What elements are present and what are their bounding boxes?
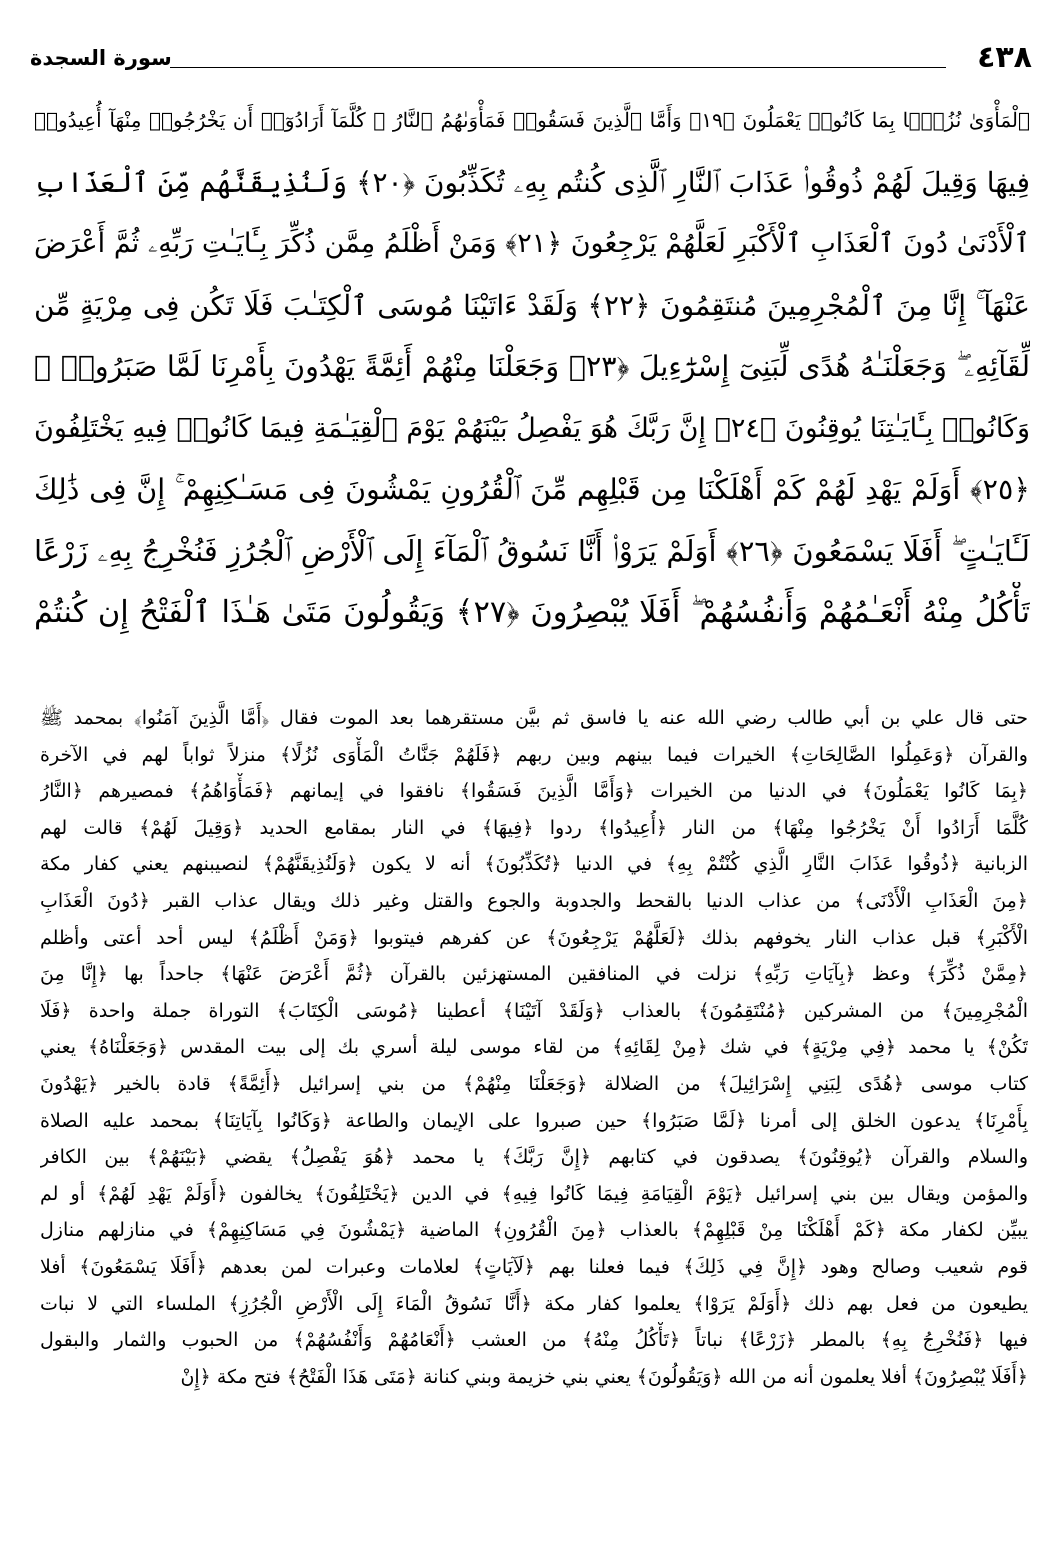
tafsir-line: والسلام والقرآن ﴿يُوقِنُونَ﴾ يصدقون في كتابهم ﴿إِنَّ رَبَّكَ﴾ يا محمد ﴿هُوَ يَفْصِلُ﴾ يقضي ﴿بَيْنَهُمْ﴾ بين الكافر [40,1146,1028,1169]
tafsir-line: كُلَّمَا أَرَادُوا أَنْ يَخْرُجُوا مِنْهَا﴾ من النار ﴿أُعِيدُوا﴾ ردوا ﴿فِيهَا﴾ في النار بمقامع الحديد ﴿وَقِيلَ لَهُمْ﴾ قالت لهم [40,816,1028,839]
quran-line: فِيهَا وَقِيلَ لَهُمْ ذُوقُوا۟ عَذَابَ ٱلنَّارِ ٱلَّذِى كُنتُم بِهِۦ تُكَذِّبُونَ ﴿٢٠﴾ وَلَنُذِيقَنَّهُم مِّنَ ٱلْعَذَابِ [34,165,1030,199]
tafsir-line: تَكُنْ﴾ يا محمد ﴿فِي مِرْيَةٍ﴾ في شك ﴿مِنْ لِقَائِهِ﴾ من لقاء موسى ليلة أسري بك إلى بيت المقدس ﴿وَجَعَلْنَاهُ﴾ يعني [40,1036,1028,1059]
surah-name: سورة السجدة [30,46,172,70]
quran-line: لِّقَآئِهِۦ ۖ وَجَعَلْنَـٰهُ هُدًى لِّبَنِىٓ إِسْرَٰٓءِيلَ ﴿٢٣﴾ وَجَعَلْنَا مِنْهُمْ أَئِمَّةً يَهْدُونَ بِأَمْرِنَا لَمَّا صَبَرُوا۟ ۖ [34,350,1030,383]
tafsir-line: الزبانية ﴿ذُوقُوا عَذَابَ النَّارِ الَّذِي كُنْتُمْ بِهِ﴾ في الدنيا ﴿تُكَذِّبُونَ﴾ أنه لا يكون ﴿وَلَنُذِيقَنَّهُمْ﴾ لنصيبنهم يعني كفار مكة [40,853,1028,876]
tafsir-line: الْمُجْرِمِينَ﴾ من المشركين ﴿مُنْتَقِمُونَ﴾ بالعذاب ﴿وَلَقَدْ آتَيْنَا﴾ أعطينا ﴿مُوسَى الْكِتَابَ﴾ التوراة جملة واحدة ﴿فَلَا [40,999,1028,1022]
quran-line: وَكَانُوا۟ بِـَٔايَـٰتِنَا يُوقِنُونَ ﴿٢٤﴾ إِنَّ رَبَّكَ هُوَ يَفْصِلُ بَيْنَهُمْ يَوْمَ ٱلْقِيَـٰمَةِ فِيمَا كَانُوا۟ فِيهِ يَخْتَلِفُونَ [34,412,1030,444]
quran-line: ﴿٢٥﴾ أَوَلَمْ يَهْدِ لَهُمْ كَمْ أَهْلَكْنَا مِن قَبْلِهِم مِّنَ ٱلْقُرُونِ يَمْشُونَ فِى مَسَـٰكِنِهِمْ ۚ إِنَّ فِى ذَٰلِكَ [34,473,1030,506]
header-rule [170,67,946,68]
tafsir-line: فيها ﴿فَنُخْرِجُ بِهِ﴾ بالمطر ﴿زَرْعًا﴾ نباتاً ﴿تَأْكُلُ مِنْهُ﴾ من العشب ﴿أَنْعَامُهُمْ وَأَنْفُسُهُمْ﴾ من الحبوب والثمار والبقول [40,1329,1028,1352]
quran-line: لَـَٔايَـٰتٍ ۖ أَفَلَا يَسْمَعُونَ ﴿٢٦﴾ أَوَلَمْ يَرَوْا۟ أَنَّا نَسُوقُ ٱلْمَآءَ إِلَى ٱلْأَرْضِ ٱلْجُرُزِ فَنُخْرِجُ بِهِۦ زَرْعًا [34,533,1030,568]
quran-line: ٱلْمَأْوَىٰ نُزُلًۢا بِمَا كَانُوا۟ يَعْمَلُونَ ﴿١٩﴾ وَأَمَّا ٱلَّذِينَ فَسَقُوا۟ فَمَأْوَىٰهُمُ ٱلنَّارُ ۖ كُلَّمَآ أَرَادُوٓا۟ أَن يَخْرُجُوا۟ مِنْهَآ أُعِيدُوا۟ [34,108,1030,132]
quran-line: ٱلْأَدْنَىٰ دُونَ ٱلْعَذَابِ ٱلْأَكْبَرِ لَعَلَّهُمْ يَرْجِعُونَ ﴿٢١﴾ وَمَنْ أَظْلَمُ مِمَّن ذُكِّرَ بِـَٔايَـٰتِ رَبِّهِۦ ثُمَّ أَعْرَضَ [34,228,1030,259]
tafsir-line: ﴿أَفَلَا يُبْصِرُونَ﴾ أفلا يعلمون أنه من الله ﴿وَيَقُولُونَ﴾ يعني بني خزيمة وبني كنانة ﴿مَتَى هَذَا الْفَتْحُ﴾ فتح مكة ﴿إِنْ [180,1365,1028,1388]
tafsir-line: يبيِّن لكفار مكة ﴿كَمْ أَهْلَكْنَا مِنْ قَبْلِهِمْ﴾ بالعذاب ﴿مِنَ الْقُرُونِ﴾ الماضية ﴿يَمْشُونَ فِي مَسَاكِنِهِمْ﴾ في منازلهم منازل [40,1219,1028,1242]
tafsir-line: ﴿مِنَ الْعَذَابِ الْأَدْنَى﴾ من عذاب الدنيا بالقحط والجدوبة والجوع والقتل وغير ذلك ويقال عذاب القبر ﴿دُونَ الْعَذَابِ [40,889,1028,912]
tafsir-line: قوم شعيب وصالح وهود ﴿إِنَّ فِي ذَلِكَ﴾ فيما فعلنا بهم ﴿لَآيَاتٍ﴾ لعلامات وعبرات لمن بعدهم ﴿أَفَلَا يَسْمَعُونَ﴾ أفلا [40,1255,1028,1278]
tafsir-line: الْأَكْبَرِ﴾ قبل عذاب النار يخوفهم بذلك ﴿لَعَلَّهُمْ يَرْجِعُونَ﴾ عن كفرهم فيتوبوا ﴿وَمَنْ أَظْلَمُ﴾ ليس أحد أعتى وأظلم [40,926,1028,949]
tafsir-line: والمؤمن ويقال بين بني إسرائيل ﴿يَوْمَ الْقِيَامَةِ فِيمَا كَانُوا فِيهِ﴾ في الدين ﴿يَخْتَلِفُونَ﴾ يخالفون ﴿أَوَلَمْ يَهْدِ لَهُمْ﴾ أو لم [40,1182,1028,1205]
tafsir-line: بِأَمْرِنَا﴾ يدعون الخلق إلى أمرنا ﴿لَمَّا صَبَرُوا﴾ حين صبروا على الإيمان والطاعة ﴿وَكَانُوا بِآيَاتِنَا﴾ بمحمد عليه الصلاة [40,1109,1028,1132]
quran-line: عَنْهَآ ۚ إِنَّا مِنَ ٱلْمُجْرِمِينَ مُنتَقِمُونَ ﴿٢٢﴾ وَلَقَدْ ءَاتَيْنَا مُوسَى ٱلْكِتَـٰبَ فَلَا تَكُن فِى مِرْيَةٍ مِّن [34,288,1030,322]
tafsir-line: ﴿بِمَا كَانُوا يَعْمَلُونَ﴾ في الدنيا من الخيرات ﴿وَأَمَّا الَّذِينَ فَسَقُوا﴾ نافقوا في إيمانهم ﴿فَمَأْوَاهُمُ﴾ فمصيرهم ﴿النَّارُ [40,780,1028,803]
tafsir-text-block [40,700,1028,1395]
tafsir-line: يطيعون من فعل بهم ذلك ﴿أَوَلَمْ يَرَوْا﴾ يعلموا كفار مكة ﴿أَنَّا نَسُوقُ الْمَاءَ إِلَى الْأَرْضِ الْجُرُزِ﴾ الملساء التي لا نبات [40,1292,1028,1315]
tafsir-line: كتاب موسى ﴿هُدًى لِبَنِي إِسْرَائِيلَ﴾ من الضلالة ﴿وَجَعَلْنَا مِنْهُمْ﴾ من بني إسرائيل ﴿أَئِمَّةً﴾ قادة بالخير ﴿يَهْدُونَ [40,1072,1028,1095]
quran-text-block [34,90,1030,644]
tafsir-line: ﴿مِمَّنْ ذُكِّرَ﴾ وعظ ﴿بِآيَاتِ رَبِّهِ﴾ نزلت في المنافقين المستهزئين بالقرآن ﴿ثُمَّ أَعْرَضَ عَنْهَا﴾ جاحداً بها ﴿إِنَّا مِنَ [40,963,1028,986]
tafsir-line: والقرآن ﴿وَعَمِلُوا الصَّالِحَاتِ﴾ الخيرات فيما بينهم وبين ربهم ﴿فَلَهُمْ جَنَّاتُ الْمَأْوَى نُزُلًا﴾ منزلاً ثواباً لهم في الآخرة [40,743,1028,766]
page-header [30,38,1032,78]
page-number: ٤٣٨ [977,40,1032,75]
tafsir-line: حتى قال علي بن أبي طالب رضي الله عنه يا فاسق ثم بيَّن مستقرهما بعد الموت فقال ﴿أَمَّا الَّذِينَ آمَنُوا﴾ بمحمد ﷺ [40,707,1028,729]
quran-line: تَأْكُلُ مِنْهُ أَنْعَـٰمُهُمْ وَأَنفُسُهُمْ ۖ أَفَلَا يُبْصِرُونَ ﴿٢٧﴾ وَيَقُولُونَ مَتَىٰ هَـٰذَا ٱلْفَتْحُ إِن كُنتُمْ [34,595,1030,630]
